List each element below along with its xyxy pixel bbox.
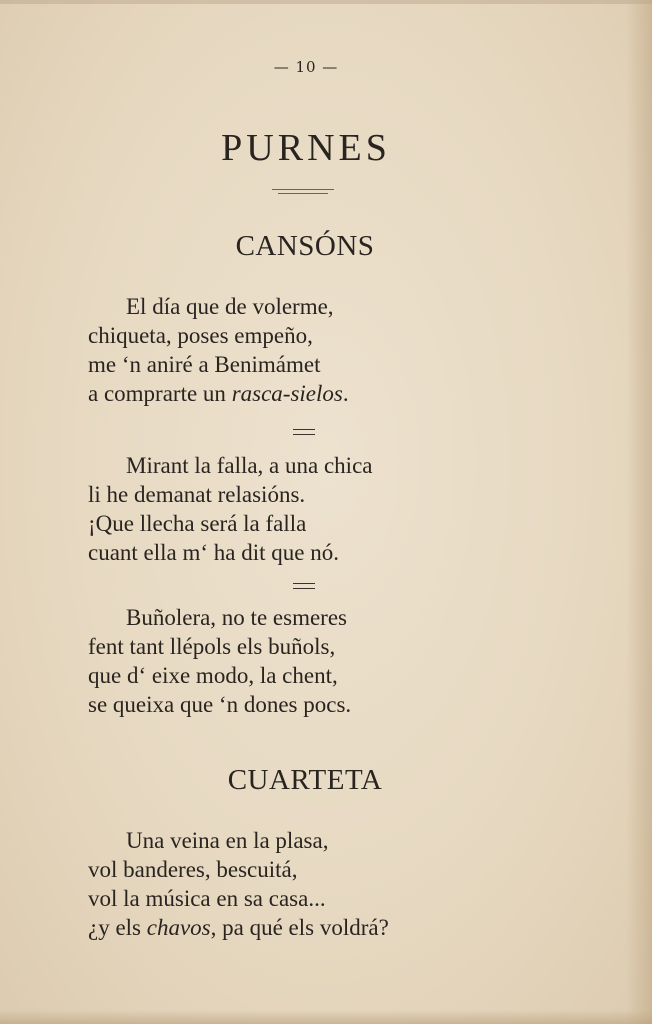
section-heading-cansons: CANSÓNS [235,230,375,262]
page-title: PURNES [221,127,391,169]
verse-text: . [342,381,349,406]
verse-line: se queixa que ‘n dones pocs. [88,692,352,717]
verse-line: El día que de volerme, [126,294,334,319]
verse-line: vol la música en sa casa... [88,886,326,911]
stanza-separator [293,429,315,435]
verse-italic-word: rasca-sielos [231,381,343,406]
page-number: — 10 — [273,58,339,76]
verse-line: li he demanat relasións. [88,482,306,507]
verse-line [88,913,588,942]
stanza-1 [88,292,588,408]
stanza-4 [88,826,588,942]
verse-line: ¡Que llecha será la falla [88,511,307,536]
verse-text: a comprarte un [88,381,232,406]
stanza-3 [88,603,588,719]
verse-line: Una veina en la plasa, [126,828,329,853]
verse-line: vol banderes, bescuitá, [88,857,298,882]
verse-line: Mirant la falla, a una chica [126,453,373,478]
verse-line [88,379,588,408]
page-top-edge [0,0,652,4]
title-rule-bottom [278,193,328,194]
stanza-2 [88,451,588,567]
verse-text: ¿y els [88,915,147,940]
verse-line: Buñolera, no te esmeres [126,605,347,630]
verse-line: cuant ella m‘ ha dit que nó. [88,540,340,565]
verse-line: fent tant llépols els buñols, [88,634,336,659]
section-heading-cuarteta: CUARTETA [227,764,383,796]
title-rule-top [272,189,334,190]
stanza-separator [293,583,315,589]
verse-line: chiqueta, poses empeño, [88,323,313,348]
verse-line: me ‘n aniré a Benimámet [88,352,321,377]
verse-line: que d‘ eixe modo, la chent, [88,663,338,688]
verse-italic-word: chavos [146,915,211,940]
page-right-edge-shadow [626,0,652,1024]
verse-text: , pa qué els voldrá? [210,915,389,940]
page-bottom-edge-shadow [0,1010,652,1024]
